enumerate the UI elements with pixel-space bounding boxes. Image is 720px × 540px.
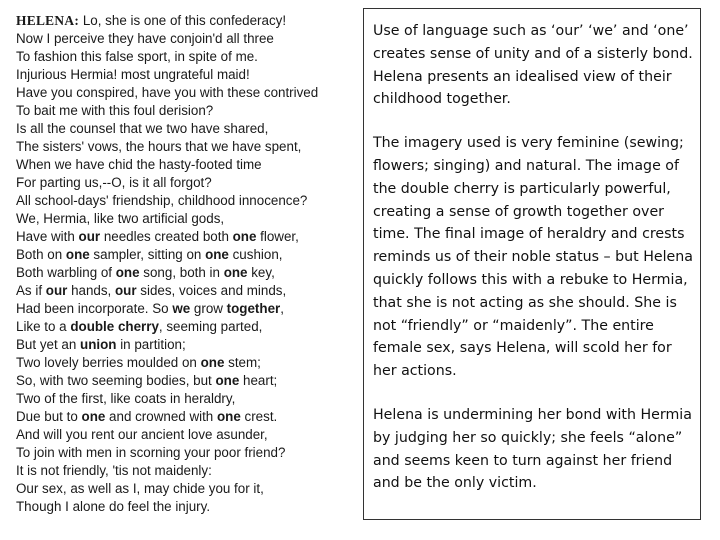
line-text: Have you conspired, have you with these contrived	[16, 85, 319, 100]
emphasized-word: one	[115, 265, 140, 280]
emphasized-word: our	[45, 283, 68, 298]
line-text: But yet an	[16, 337, 81, 352]
line-text: flower,	[256, 229, 299, 244]
speech-line	[16, 354, 361, 372]
speech-line	[16, 372, 361, 390]
line-text: Both warbling of	[16, 265, 116, 280]
line-text: For parting us,--O, is it all forgot?	[16, 175, 212, 190]
speech-line	[16, 66, 361, 84]
speech-line	[16, 390, 361, 408]
emphasized-word: together	[226, 301, 281, 316]
commentary-paragraph-2: The imagery used is very feminine (sewing; flowers; singing) and natural. The image of the double cherry is particularly powerful, creating a sense of growth together over time. The final image of heraldry and crests reminds us of their noble status – but Helena quickly follows this with a rebuke to Hermia, that she is not acting as she should. She is not “friendly” or “maidenly”. The entire female sex, says Helena, will scold her for her actions.	[373, 135, 693, 380]
line-text: Is all the counsel that we two have shared,	[16, 121, 269, 136]
line-text: To join with men in scorning your poor friend?	[16, 445, 286, 460]
line-text: And will you rent our ancient love asunder,	[16, 427, 268, 442]
line-text: cushion,	[228, 247, 283, 262]
line-text: hands,	[67, 283, 115, 298]
speech-line	[16, 228, 361, 246]
speech-line	[16, 12, 361, 30]
line-text: key,	[247, 265, 275, 280]
line-text: stem;	[224, 355, 261, 370]
speech-line	[16, 408, 361, 426]
speech-line	[16, 462, 361, 480]
line-text: , seeming parted,	[158, 319, 263, 334]
emphasized-word: double cherry	[70, 319, 159, 334]
emphasized-word: our	[78, 229, 101, 244]
speech-line	[16, 336, 361, 354]
line-text: needles created both	[100, 229, 233, 244]
speech-line	[16, 120, 361, 138]
speech-line	[16, 84, 361, 102]
line-text: Injurious Hermia! most ungrateful maid!	[16, 67, 250, 82]
emphasized-word: one	[65, 247, 90, 262]
line-text: Had been incorporate. So	[16, 301, 173, 316]
line-text: It is not friendly, 'tis not maidenly:	[16, 463, 212, 478]
line-text: in partition;	[116, 337, 186, 352]
line-text: and crowned with	[105, 409, 217, 424]
speech-line	[16, 426, 361, 444]
line-text: Both on	[16, 247, 66, 262]
line-text: Two lovely berries moulded on	[16, 355, 201, 370]
line-text: Have with	[16, 229, 79, 244]
line-text: song, both in	[139, 265, 224, 280]
speech-line	[16, 192, 361, 210]
emphasized-word: one	[205, 247, 229, 262]
emphasized-word: one	[216, 409, 241, 424]
line-text: ,	[280, 301, 284, 316]
line-text: sampler, sitting on	[89, 247, 206, 262]
speech-line	[16, 318, 361, 336]
emphasized-word: one	[232, 229, 257, 244]
emphasized-word: one	[223, 265, 248, 280]
line-text: grow	[190, 301, 227, 316]
commentary-paragraph-3: Helena is undermining her bond with Hermia by judging her so quickly; she feels “alone” and seems keen to turn against her friend and be the only victim.	[373, 406, 692, 492]
commentary-box	[363, 8, 701, 520]
speech-line	[16, 498, 361, 516]
speech-line	[16, 48, 361, 66]
speech-line	[16, 30, 361, 48]
speech-line	[16, 174, 361, 192]
speech-line	[16, 246, 361, 264]
line-text: Now I perceive they have conjoin'd all three	[16, 31, 274, 46]
emphasized-word: one	[215, 373, 240, 388]
line-text: crest.	[240, 409, 278, 424]
line-text: To fashion this false sport, in spite of me.	[16, 49, 258, 64]
speech-line	[16, 444, 361, 462]
line-text: To bait me with this foul derision?	[16, 103, 214, 118]
speech-text	[16, 12, 361, 516]
speech-line	[16, 156, 361, 174]
speech-line	[16, 282, 361, 300]
line-text: So, with two seeming bodies, but	[16, 373, 216, 388]
line-text: Two of the first, like coats in heraldry,	[16, 391, 236, 406]
line-text: All school-days' friendship, childhood innocence?	[16, 193, 308, 208]
speech-line	[16, 102, 361, 120]
speaker-name: HELENA:	[16, 13, 80, 28]
emphasized-word: one	[81, 409, 106, 424]
emphasized-word: our	[115, 283, 137, 298]
emphasized-word: we	[172, 301, 191, 316]
speech-line	[16, 210, 361, 228]
emphasized-word: one	[200, 355, 225, 370]
commentary-paragraph-1: Use of language such as ‘our’ ‘we’ and ‘one’ creates sense of unity and of a sisterly bond. Helena presents an idealised view of their childhood together.	[373, 23, 693, 108]
line-text: The sisters' vows, the hours that we have spent,	[16, 139, 302, 154]
line-text: sides, voices and minds,	[136, 283, 287, 298]
speech-line	[16, 480, 361, 498]
speech-line	[16, 138, 361, 156]
line-text: As if	[16, 283, 46, 298]
line-text: heart;	[239, 373, 278, 388]
speech-line	[16, 264, 361, 282]
line-text: We, Hermia, like two artificial gods,	[16, 211, 225, 226]
line-text: Though I alone do feel the injury.	[16, 499, 211, 514]
emphasized-word: union	[80, 337, 117, 352]
line-text: Lo, she is one of this confederacy!	[79, 13, 287, 28]
line-text: Our sex, as well as I, may chide you for it,	[16, 481, 264, 496]
line-text: Like to a	[16, 319, 71, 334]
speech-line	[16, 300, 361, 318]
line-text: Due but to	[16, 409, 82, 424]
line-text: When we have chid the hasty-footed time	[16, 157, 262, 172]
